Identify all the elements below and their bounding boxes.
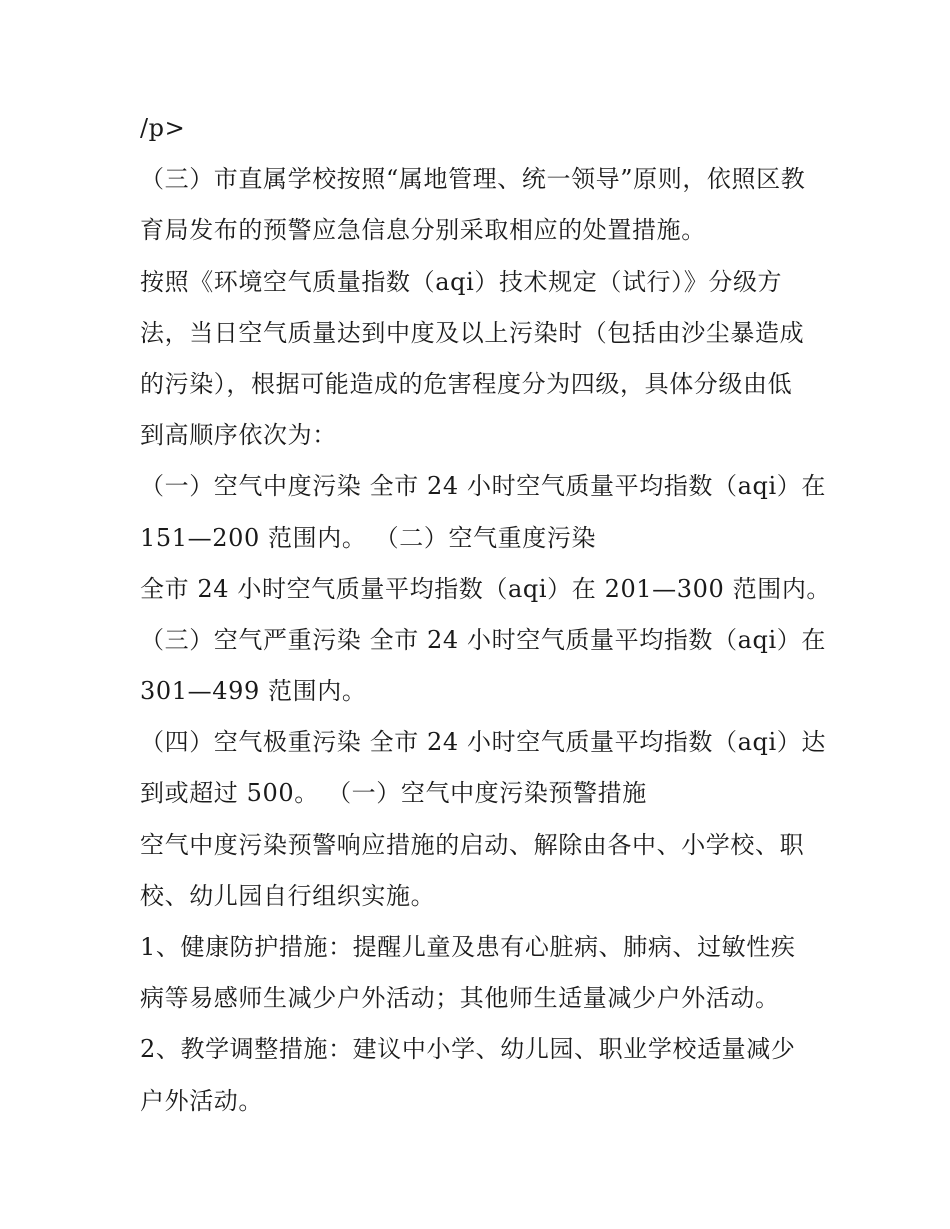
text-line: 301—499 范围内。	[140, 677, 367, 706]
text-line: 法，当日空气质量达到中度及以上污染时（包括由沙尘暴造成	[140, 318, 805, 347]
text-line: 的污染），根据可能造成的危害程度分为四级，具体分级由低	[140, 369, 793, 398]
text-line: （一）空气中度污染 全市 24 小时空气质量平均指数（aqi）在	[140, 472, 826, 501]
text-line: 到高顺序依次为：	[140, 421, 337, 450]
text-line: （四）空气极重污染 全市 24 小时空气质量平均指数（aqi）达	[140, 728, 826, 757]
text-line: 病等易感师生减少户外活动；其他师生适量减少户外活动。	[140, 984, 780, 1013]
text-line: /p>	[140, 114, 186, 142]
text-line: （三）空气严重污染 全市 24 小时空气质量平均指数（aqi）在	[140, 625, 826, 654]
document-body	[140, 103, 830, 1127]
text-line: 1、健康防护措施：提醒儿童及患有心脏病、肺病、过敏性疾	[140, 933, 796, 961]
text-line: 空气中度污染预警响应措施的启动、解除由各中、小学校、职	[140, 830, 805, 859]
text-line: 151—200 范围内。 （二）空气重度污染	[140, 523, 597, 552]
text-line: 户外活动。	[140, 1086, 263, 1115]
text-line: 2、教学调整措施：建议中小学、幼儿园、职业学校适量减少	[140, 1035, 796, 1064]
text-line: 到或超过 500。 （一）空气中度污染预警措施	[140, 779, 647, 808]
text-line: 校、幼儿园自行组织实施。	[140, 881, 436, 910]
text-line: （三）市直属学校按照“属地管理、统一领导”原则，依照区教	[140, 165, 806, 194]
text-line: 按照《环境空气质量指数（aqi）技术规定（试行）》分级方	[140, 267, 783, 296]
text-line: 育局发布的预警应急信息分别采取相应的处置措施。	[140, 216, 706, 245]
text-line: 全市 24 小时空气质量平均指数（aqi）在 201—300 范围内。	[140, 574, 832, 603]
